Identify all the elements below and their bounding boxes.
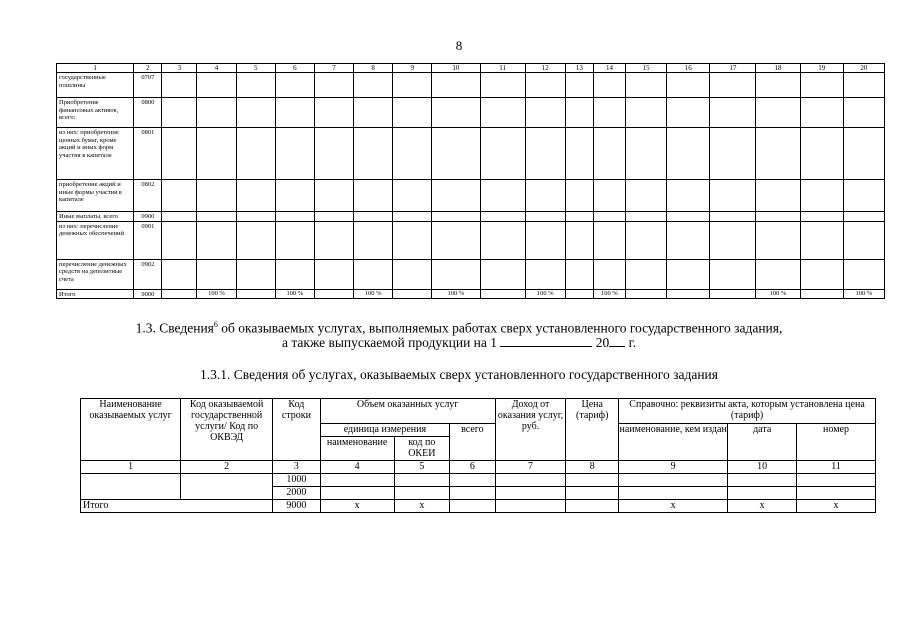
table-header-row bbox=[57, 64, 885, 73]
header-name: Наименование оказываемых услуг bbox=[81, 399, 181, 461]
column-number: 10 bbox=[728, 461, 797, 474]
header-act-name: наименование, кем издан bbox=[619, 424, 728, 461]
column-number: 1 bbox=[57, 64, 134, 73]
row-code: 0800 bbox=[134, 98, 162, 128]
section-heading-1-3-1: 1.3.1. Сведения об услугах, оказываемых сверх установленного государственного задания bbox=[200, 367, 718, 382]
x-cell: x bbox=[320, 500, 394, 513]
column-number: 4 bbox=[197, 64, 236, 73]
percent-cell: 100 % bbox=[197, 289, 236, 299]
column-numbers-row bbox=[81, 461, 876, 474]
column-number: 2 bbox=[181, 461, 273, 474]
row-label: Иные выплаты, всего bbox=[57, 212, 134, 222]
row-code: 0707 bbox=[134, 73, 162, 98]
column-number: 5 bbox=[236, 64, 275, 73]
column-number: 4 bbox=[320, 461, 394, 474]
row-label: государственные пошлины bbox=[57, 73, 134, 98]
column-number: 6 bbox=[275, 64, 314, 73]
row-code: 0901 bbox=[134, 221, 162, 259]
total-code: 9000 bbox=[273, 500, 321, 513]
column-number: 18 bbox=[756, 64, 800, 73]
x-cell: x bbox=[797, 500, 876, 513]
row-code: 0802 bbox=[134, 180, 162, 212]
table-row bbox=[57, 259, 885, 289]
date-blank-field bbox=[500, 334, 592, 347]
x-cell: x bbox=[728, 500, 797, 513]
column-number: 9 bbox=[619, 461, 728, 474]
header-row-code: Код строки bbox=[273, 399, 321, 461]
percent-cell: 100 % bbox=[843, 289, 884, 299]
column-number: 8 bbox=[566, 461, 619, 474]
table-row bbox=[57, 221, 885, 259]
table-row bbox=[81, 474, 876, 487]
header-number: номер bbox=[797, 424, 876, 461]
column-number: 6 bbox=[450, 461, 496, 474]
table-header-row bbox=[81, 399, 876, 424]
row-label: из них: перечисление денежных обеспечений bbox=[57, 221, 134, 259]
header-total: всего bbox=[450, 424, 496, 461]
heading-text: об оказываемых услугах, выполняемых работах сверх установленного государственного задания, bbox=[217, 320, 783, 336]
column-number: 10 bbox=[432, 64, 480, 73]
x-cell: x bbox=[394, 500, 450, 513]
row-code: 2000 bbox=[273, 487, 321, 500]
percent-cell: 100 % bbox=[432, 289, 480, 299]
section-heading-1-3-line2 bbox=[0, 334, 918, 352]
total-row bbox=[81, 500, 876, 513]
column-number: 7 bbox=[495, 461, 566, 474]
column-number: 20 bbox=[843, 64, 884, 73]
table-row bbox=[57, 73, 885, 98]
column-number: 12 bbox=[525, 64, 565, 73]
percent-cell: 100 % bbox=[593, 289, 625, 299]
x-cell: x bbox=[619, 500, 728, 513]
row-code: 1000 bbox=[273, 474, 321, 487]
percent-cell: 100 % bbox=[525, 289, 565, 299]
column-number: 8 bbox=[354, 64, 393, 73]
percent-cell: 100 % bbox=[275, 289, 314, 299]
page-number: 8 bbox=[455, 38, 463, 53]
column-number: 5 bbox=[394, 461, 450, 474]
header-date: дата bbox=[728, 424, 797, 461]
column-number: 11 bbox=[797, 461, 876, 474]
header-unit: единица измерения bbox=[320, 424, 449, 437]
services-table bbox=[80, 398, 876, 513]
column-number: 1 bbox=[81, 461, 181, 474]
footnote-marker: 6 bbox=[213, 320, 218, 329]
percent-cell: 100 % bbox=[354, 289, 393, 299]
row-label: приобретение акций и иные формы участия в капитале bbox=[57, 180, 134, 212]
financial-payments-table bbox=[56, 63, 885, 299]
percent-cell: 100 % bbox=[756, 289, 800, 299]
heading-text: 20 bbox=[592, 335, 610, 350]
column-number: 3 bbox=[273, 461, 321, 474]
table-row bbox=[57, 98, 885, 128]
column-number: 3 bbox=[162, 64, 197, 73]
header-okei: код по ОКЕИ bbox=[394, 437, 450, 461]
column-number: 16 bbox=[667, 64, 710, 73]
heading-text: а также выпускаемой продукции на 1 bbox=[281, 335, 501, 350]
row-code: 0801 bbox=[134, 128, 162, 180]
column-number: 14 bbox=[593, 64, 625, 73]
row-label: из них: приобретение ценных бумаг, кроме акций и иных форм участия в капитале bbox=[57, 128, 134, 180]
year-blank-field bbox=[609, 334, 625, 347]
total-code: 9000 bbox=[134, 289, 162, 299]
header-price: Цена (тариф) bbox=[566, 399, 619, 461]
column-number: 11 bbox=[480, 64, 525, 73]
row-code: 0902 bbox=[134, 259, 162, 289]
table-row bbox=[57, 180, 885, 212]
column-number: 13 bbox=[565, 64, 593, 73]
column-number: 15 bbox=[626, 64, 667, 73]
column-number: 2 bbox=[134, 64, 162, 73]
row-code: 0900 bbox=[134, 212, 162, 222]
column-number: 9 bbox=[393, 64, 432, 73]
header-unit-name: наименование bbox=[320, 437, 394, 461]
column-number: 7 bbox=[314, 64, 353, 73]
column-number: 19 bbox=[800, 64, 843, 73]
header-reference: Справочно: реквизиты акта, которым установлена цена (тариф) bbox=[619, 399, 876, 424]
total-row bbox=[57, 289, 885, 299]
header-code: Код оказываемой государственной услуги/ Код по ОКВЭД bbox=[181, 399, 273, 461]
header-income: Доход от оказания услуг, руб. bbox=[495, 399, 566, 461]
column-number: 17 bbox=[710, 64, 756, 73]
total-label: Итого bbox=[57, 289, 134, 299]
heading-text: 1.3. Сведения bbox=[135, 320, 214, 336]
table-row bbox=[57, 212, 885, 222]
heading-text: г. bbox=[625, 335, 637, 350]
header-volume: Объем оказанных услуг bbox=[320, 399, 495, 424]
total-label: Итого bbox=[81, 500, 273, 513]
table-row bbox=[57, 128, 885, 180]
row-label: перечисление денежных средств на депозитные счета bbox=[57, 259, 134, 289]
row-label: Приобретение финансовых активов, всего: bbox=[57, 98, 134, 128]
